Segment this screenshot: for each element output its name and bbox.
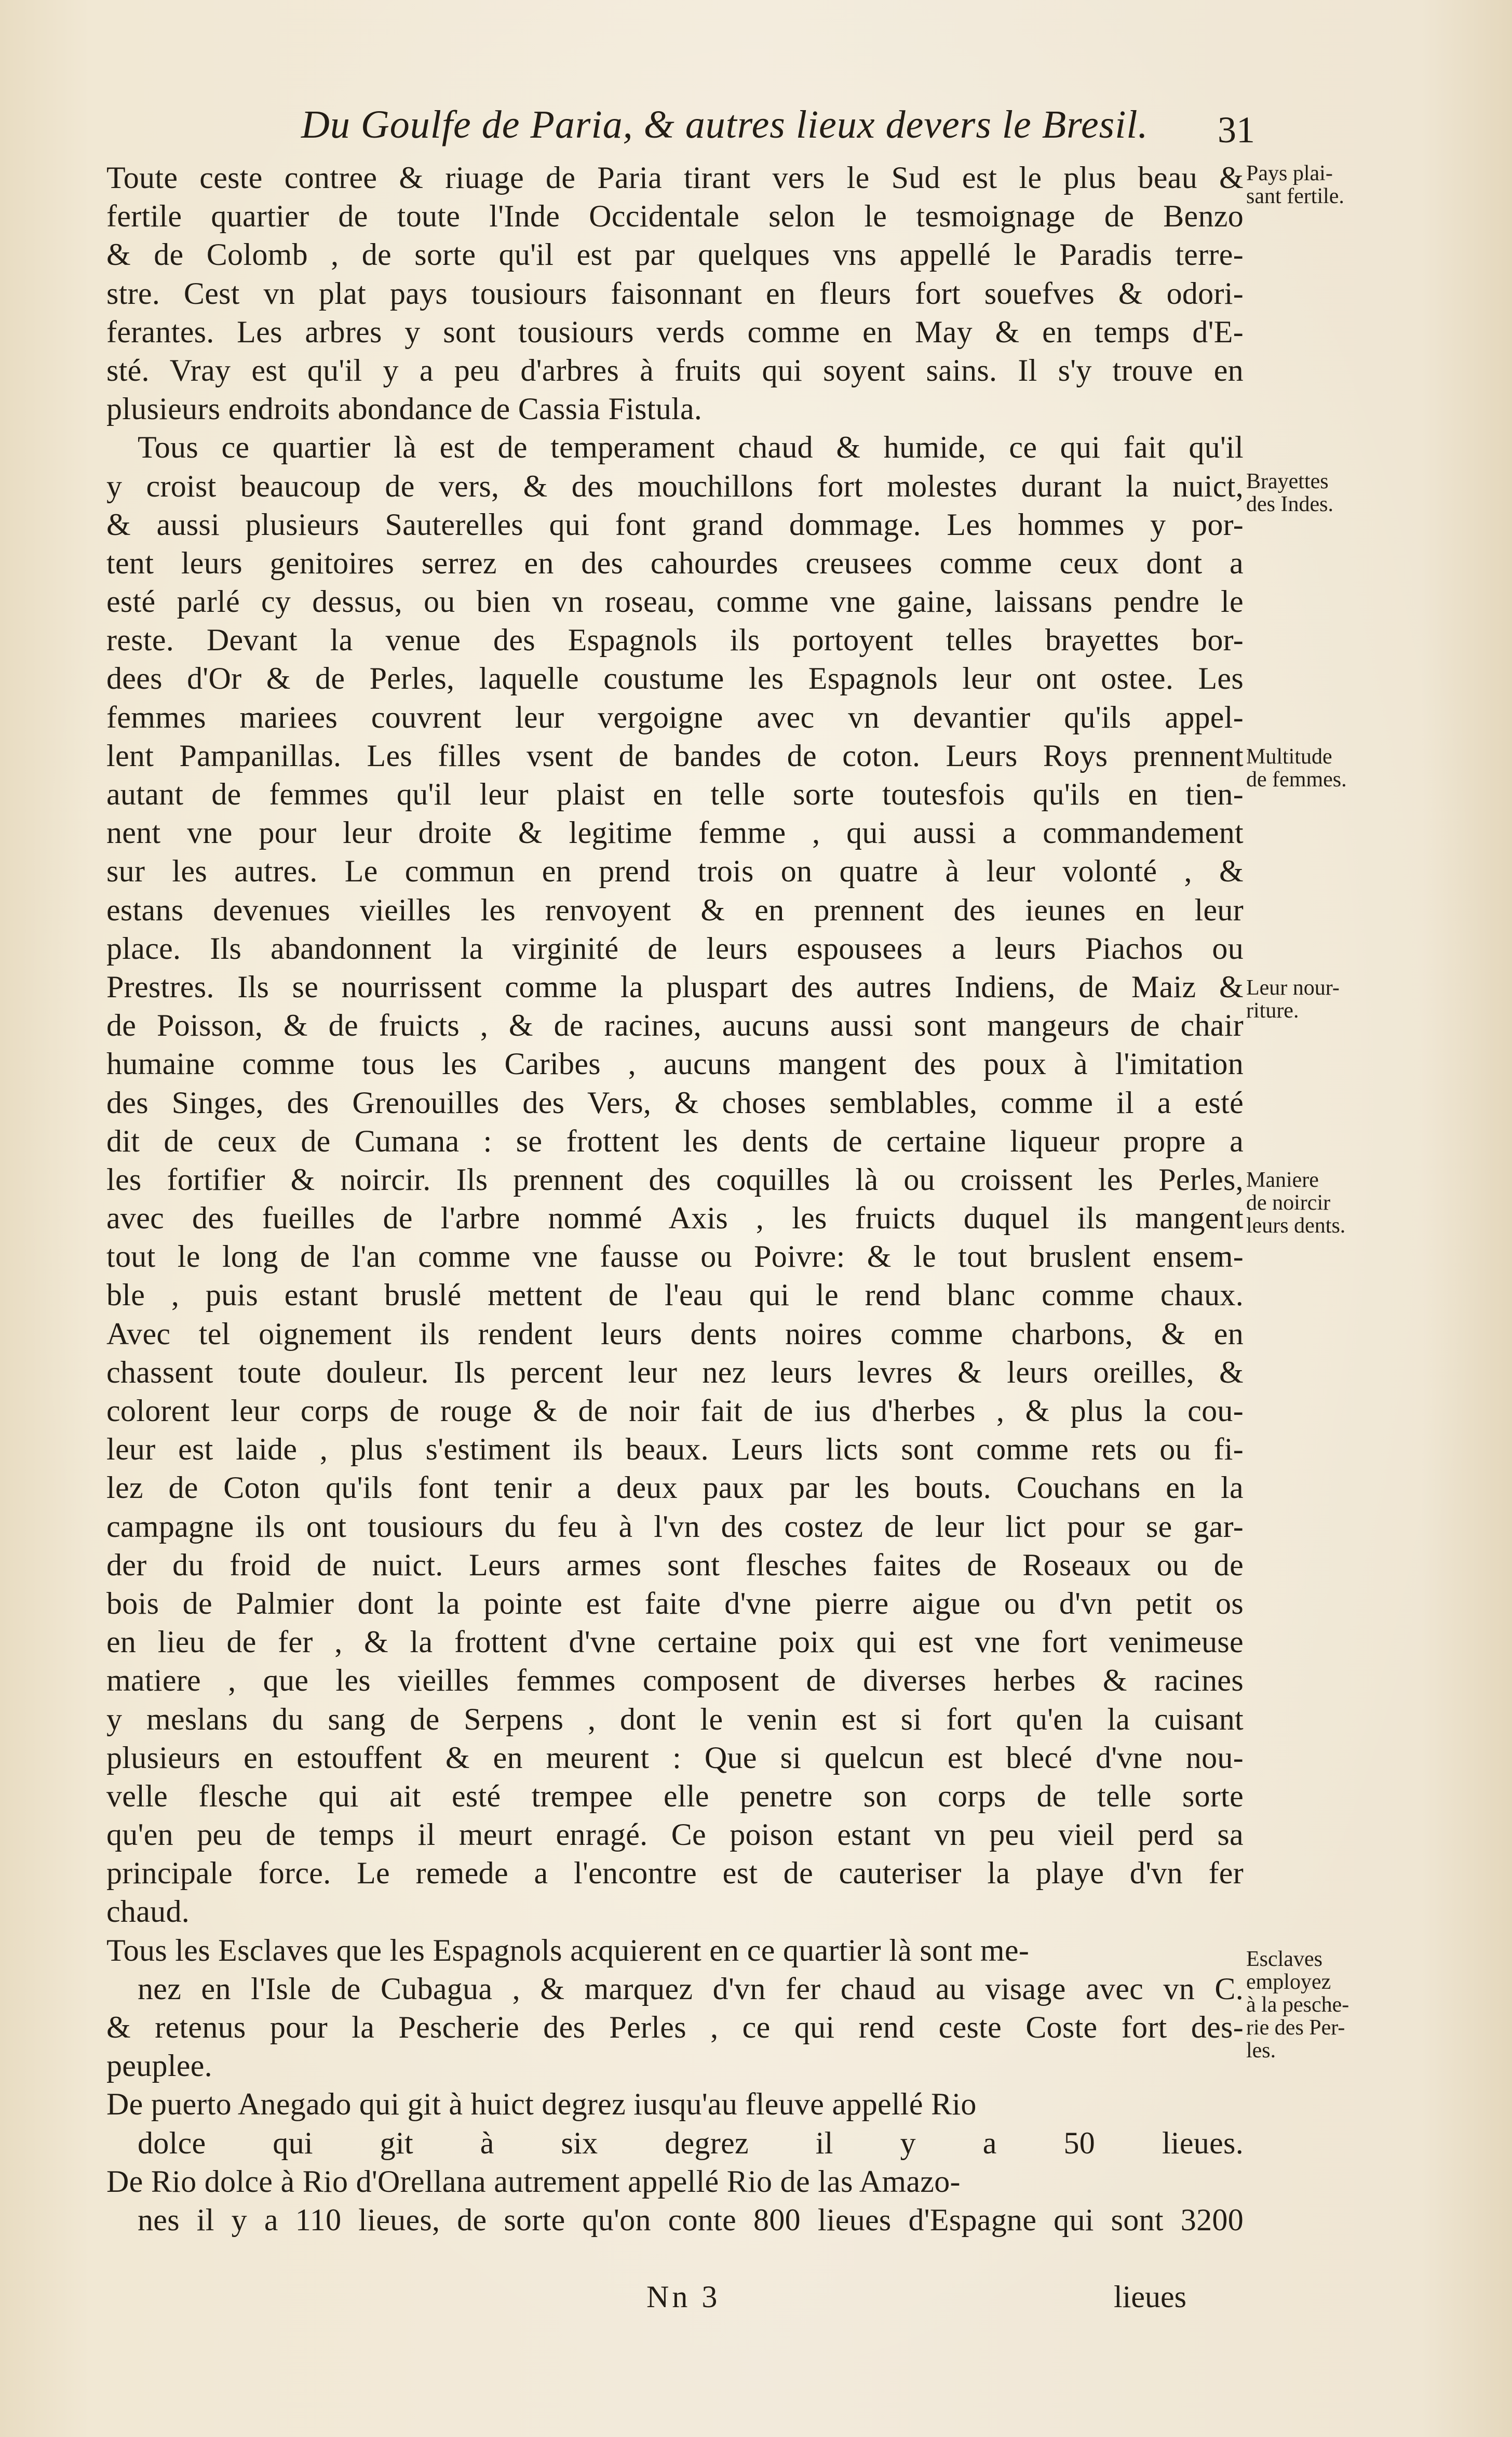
text-line: de Poisson, & de fruicts , & de racines, aucuns aussi sont mangeurs de chair (106, 1008, 1244, 1043)
text-line: humaine comme tous les Caribes , aucuns mangent des poux à l'imitation (106, 1047, 1244, 1081)
text-line: lent Pampanillas. Les filles vsent de bandes de coton. Leurs Roys prennent (106, 738, 1244, 773)
text-line: qu'en peu de temps il meurt enragé. Ce poison estant vn peu vieil perd sa (106, 1817, 1244, 1852)
text-line: en lieu de fer , & la frottent d'vne certaine poix qui est vne fort venimeuse (106, 1625, 1244, 1659)
text-line: tout le long de l'an comme vne fausse ou Poivre: & le tout bruslent ensem- (106, 1239, 1244, 1274)
text-line: les fortifier & noircir. Ils prennent des coquilles là ou croissent les Perles, (106, 1162, 1244, 1197)
text-line: estans devenues vieilles les renvoyent & en prennent des ieunes en leur (106, 892, 1244, 927)
margin-note: Leur nour- riture. (1246, 976, 1340, 1023)
text-line: colorent leur corps de rouge & de noir fait de ius d'herbes , & plus la cou- (106, 1394, 1244, 1428)
text-line: chaud. (106, 1894, 190, 1929)
text-line: esté parlé cy dessus, ou bien vn roseau, comme vne gaine, laissans pendre le (106, 584, 1244, 619)
text-line: Prestres. Ils se nourrissent comme la pluspart des autres Indiens, de Maiz & (106, 969, 1244, 1004)
text-line: dolce qui git à six degrez il y a 50 lieues. (138, 2125, 1244, 2160)
catchword: lieues (1114, 2280, 1186, 2314)
text-line: place. Ils abandonnent la virginité de leurs espousees a leurs Piachos ou (106, 931, 1244, 966)
text-line: der du froid de nuict. Leurs armes sont flesches faites de Roseaux ou de (106, 1547, 1244, 1582)
text-line: Toute ceste contree & riuage de Paria tirant vers le Sud est le plus beau & (106, 160, 1244, 195)
text-line: Avec tel oignement ils rendent leurs dents noires comme charbons, & en (106, 1316, 1244, 1351)
text-line: & aussi plusieurs Sauterelles qui font grand dommage. Les hommes y por- (106, 507, 1244, 542)
text-line: leur est laide , plus s'estiment ils beaux. Leurs licts sont comme rets ou fi- (106, 1432, 1244, 1467)
text-line: dees d'Or & de Perles, laquelle coustume les Espagnols leur ont ostee. Les (106, 661, 1244, 696)
text-line: Tous les Esclaves que les Espagnols acquierent en ce quartier là sont me- (106, 1933, 1030, 1967)
text-line: velle flesche qui ait esté trempee elle penetre son corps de telle sorte (106, 1778, 1244, 1813)
text-line: ble , puis estant bruslé mettent de l'eau qui le rend blanc comme chaux. (106, 1278, 1244, 1313)
text-line: plusieurs endroits abondance de Cassia Fistula. (106, 392, 703, 426)
text-line: sur les autres. Le commun en prend trois on quatre à leur volonté , & (106, 854, 1244, 889)
text-line: autant de femmes qu'il leur plaist en telle sorte toutesfois qu'ils en tien- (106, 777, 1244, 811)
text-line: De puerto Anegado qui git à huict degrez iusqu'au fleuve appellé Rio (106, 2087, 977, 2122)
text-line: campagne ils ont tousiours du feu à l'vn des costez de leur lict pour se gar- (106, 1509, 1244, 1544)
text-line: des Singes, des Grenouilles des Vers, & choses semblables, comme il a esté (106, 1085, 1244, 1120)
text-line: matiere , que les vieilles femmes composent de diverses herbes & racines (106, 1663, 1244, 1698)
text-line: sté. Vray est qu'il y a peu d'arbres à fruits qui soyent sains. Il s'y trouve en (106, 353, 1244, 387)
text-line: lez de Coton qu'ils font tenir a deux paux par les bouts. Couchans en la (106, 1470, 1244, 1505)
text-line: femmes mariees couvrent leur vergoigne avec vn devantier qu'ils appel- (106, 700, 1244, 734)
folio-number: 31 (1218, 109, 1255, 151)
text-line: fertile quartier de toute l'Inde Occidentale selon le tesmoignage de Benzo (106, 199, 1244, 234)
text-line: chassent toute douleur. Ils percent leur nez leurs levres & leurs oreilles, & (106, 1355, 1244, 1389)
text-line: ferantes. Les arbres y sont tousiours verds comme en May & en temps d'E- (106, 314, 1244, 349)
text-line: nent vne pour leur droite & legitime femme , qui aussi a commandement (106, 815, 1244, 850)
text-line: nes il y a 110 lieues, de sorte qu'on conte 800 lieues d'Espagne qui sont 3200 (138, 2202, 1244, 2237)
text-line: nez en l'Isle de Cubagua , & marquez d'vn fer chaud au visage avec vn C. (138, 1971, 1244, 2006)
text-line: stre. Cest vn plat pays tousiours faisonnant en fleurs fort souefves & odori- (106, 276, 1244, 311)
text-line: bois de Palmier dont la pointe est faite d'vne pierre aigue ou d'vn petit os (106, 1586, 1244, 1621)
running-title: Du Goulfe de Paria, & autres lieux devers le Bresil. (301, 103, 1149, 146)
text-line: Tous ce quartier là est de temperament chaud & humide, ce qui fait qu'il (138, 430, 1244, 465)
text-line: plusieurs en estouffent & en meurent : Que si quelcun est blecé d'vne nou- (106, 1740, 1244, 1775)
text-line: & de Colomb , de sorte qu'il est par quelques vns appellé le Paradis terre- (106, 237, 1244, 272)
text-line: y croist beaucoup de vers, & des mouchillons fort molestes durant la nuict, (106, 468, 1244, 503)
text-line: tent leurs genitoires serrez en des cahourdes creusees comme ceux dont a (106, 545, 1244, 580)
margin-note: Maniere de noircir leurs dents. (1246, 1168, 1346, 1238)
text-line: reste. Devant la venue des Espagnols ils portoyent telles brayettes bor- (106, 623, 1244, 658)
text-line: dit de ceux de Cumana : se frottent les dents de certaine liqueur propre a (106, 1123, 1244, 1158)
signature-line (106, 2278, 1244, 2316)
main-text-block (106, 158, 1244, 2317)
margin-note: Brayettes des Indes. (1246, 470, 1333, 516)
text-line: De Rio dolce à Rio d'Orellana autrement appellé Rio de las Amazo- (106, 2164, 961, 2199)
text-line: avec des fueilles de l'arbre nommé Axis , les fruicts duquel ils mangent (106, 1201, 1244, 1236)
signature-mark: Nn 3 (646, 2280, 721, 2314)
margin-note: Pays plai- sant fertile. (1246, 162, 1344, 208)
margin-note: Multitude de femmes. (1246, 745, 1347, 792)
text-line (106, 2239, 1244, 2278)
margin-note: Esclaves employez à la pesche- rie des Per- les. (1246, 1947, 1349, 2063)
text-line: y meslans du sang de Serpens , dont le venin est si fort qu'en la cuisant (106, 1702, 1244, 1736)
text-line: principale force. Le remede a l'encontre est de cauteriser la playe d'vn fer (106, 1856, 1244, 1891)
text-line: & retenus pour la Pescherie des Perles , ce qui rend ceste Coste fort des- (106, 2010, 1244, 2044)
text-line: peuplee. (106, 2048, 212, 2083)
